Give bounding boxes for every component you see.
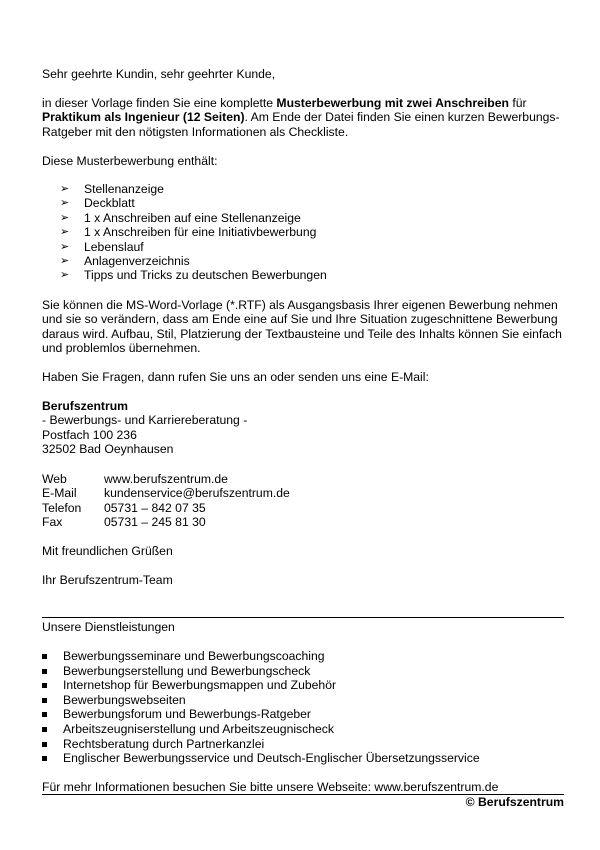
- intro-text-1: in dieser Vorlage finden Sie eine komplette: [42, 96, 277, 110]
- address-line: - Bewerbungs- und Karriereberatung -: [42, 413, 248, 428]
- square-bullet-icon: [42, 654, 47, 659]
- contact-row: [42, 501, 564, 515]
- questions-paragraph: Haben Sie Fragen, dann rufen Sie uns an oder senden uns eine E-Mail:: [42, 370, 429, 384]
- contents-list: [42, 182, 564, 283]
- arrow-bullet-icon: ➢: [60, 183, 70, 195]
- email-link[interactable]: kundenservice@berufszentrum.de: [104, 486, 290, 501]
- contact-row: [42, 472, 564, 486]
- square-bullet-icon: [42, 756, 47, 761]
- intro-bold-1: Musterbewerbung mit zwei Anschreiben: [276, 96, 509, 110]
- footer-info: Für mehr Informationen besuchen Sie bitte unsere Webseite: www.berufszentrum.de: [42, 780, 499, 794]
- arrow-bullet-icon: ➢: [60, 226, 70, 239]
- contact-row: [42, 486, 564, 500]
- divider: [42, 617, 564, 618]
- closing: Mit freundlichen Grüßen: [42, 544, 173, 558]
- contact-row: [42, 515, 564, 529]
- address-line: Postfach 100 236: [42, 427, 137, 442]
- web-link[interactable]: www.berufszentrum.de: [104, 472, 228, 486]
- greeting: Sehr geehrte Kundin, sehr geehrter Kunde,: [42, 67, 276, 81]
- list-item: Bewerbungsseminare und Bewerbungscoaching: [42, 649, 564, 664]
- address-block: [42, 399, 564, 457]
- list-item: Englischer Bewerbungsservice und Deutsch-Englischer Übersetzungsservice: [42, 751, 564, 766]
- arrow-bullet-icon: ➢: [60, 240, 70, 253]
- square-bullet-icon: [42, 742, 47, 747]
- arrow-bullet-icon: ➢: [60, 197, 70, 210]
- contents-heading: Diese Musterbewerbung enthält:: [42, 154, 218, 168]
- usage-paragraph: Sie können die MS-Word-Vorlage (*.RTF) als Ausgangsbasis Ihrer eigenen Bewerbung nehmen und sie so verändern, dass am Ende eine auf Sie und Ihre Situation zugeschnittene Bewerbung daraus wird. Aufbau, Stil, Platzierung der Textbausteine und Teile des Inhalts können Sie einfach und problemlos übernehmen.: [42, 298, 562, 356]
- list-item: ➢ Anlagenverzeichnis: [60, 253, 190, 268]
- signature: Ihr Berufszentrum-Team: [42, 573, 173, 587]
- contact-label: Fax: [42, 515, 63, 530]
- list-item: Rechtsberatung durch Partnerkanzlei: [42, 737, 564, 752]
- address-line: 32502 Bad Oeynhausen: [42, 442, 174, 457]
- list-item: Bewerbungsforum und Bewerbungs-Ratgeber: [42, 707, 564, 722]
- contact-label: E-Mail: [42, 486, 77, 501]
- list-item: Bewerbungswebseiten: [42, 693, 564, 708]
- contact-label: Web: [42, 472, 67, 486]
- intro-text-2: für: [508, 96, 527, 110]
- contact-block: [42, 472, 564, 530]
- square-bullet-icon: [42, 669, 47, 674]
- list-item: ➢ 1 x Anschreiben auf eine Stellenanzeige: [60, 210, 301, 225]
- arrow-bullet-icon: ➢: [60, 211, 70, 224]
- list-item: ➢ Tipps und Tricks zu deutschen Bewerbungen: [60, 268, 327, 283]
- list-item: Bewerbungserstellung und Bewerbungscheck: [42, 664, 564, 679]
- arrow-bullet-icon: ➢: [60, 269, 70, 282]
- arrow-bullet-icon: ➢: [60, 254, 70, 267]
- list-item: ➢ Deckblatt: [60, 196, 135, 211]
- square-bullet-icon: [42, 712, 47, 717]
- square-bullet-icon: [42, 683, 47, 688]
- square-bullet-icon: [42, 698, 47, 703]
- copyright: © Berufszentrum: [465, 795, 564, 809]
- intro-bold-2: Praktikum als Ingenieur (12 Seiten): [42, 110, 245, 125]
- list-item: Internetshop für Bewerbungsmappen und Zubehör: [42, 678, 564, 693]
- fax-value: 05731 – 245 81 30: [104, 515, 206, 530]
- square-bullet-icon: [42, 727, 47, 732]
- services-heading: Unsere Dienstleistungen: [42, 620, 175, 634]
- phone-value: 05731 – 842 07 35: [104, 500, 206, 515]
- intro-paragraph: [42, 96, 564, 139]
- list-item: ➢ Stellenanzeige: [60, 182, 164, 196]
- company-name: Berufszentrum: [42, 399, 129, 413]
- services-list: [42, 649, 564, 766]
- contact-label: Telefon: [42, 500, 82, 515]
- list-item: Arbeitszeugniserstellung und Arbeitszeugnischeck: [42, 722, 564, 737]
- intro-text-3: . Am Ende der Datei finden Sie einen kurzen Bewerbungs-Ratgeber mit den nötigsten Informationen als Checkliste.: [42, 110, 560, 139]
- list-item: ➢ 1 x Anschreiben für eine Initiativbewerbung: [60, 225, 317, 240]
- list-item: ➢ Lebenslauf: [60, 239, 144, 254]
